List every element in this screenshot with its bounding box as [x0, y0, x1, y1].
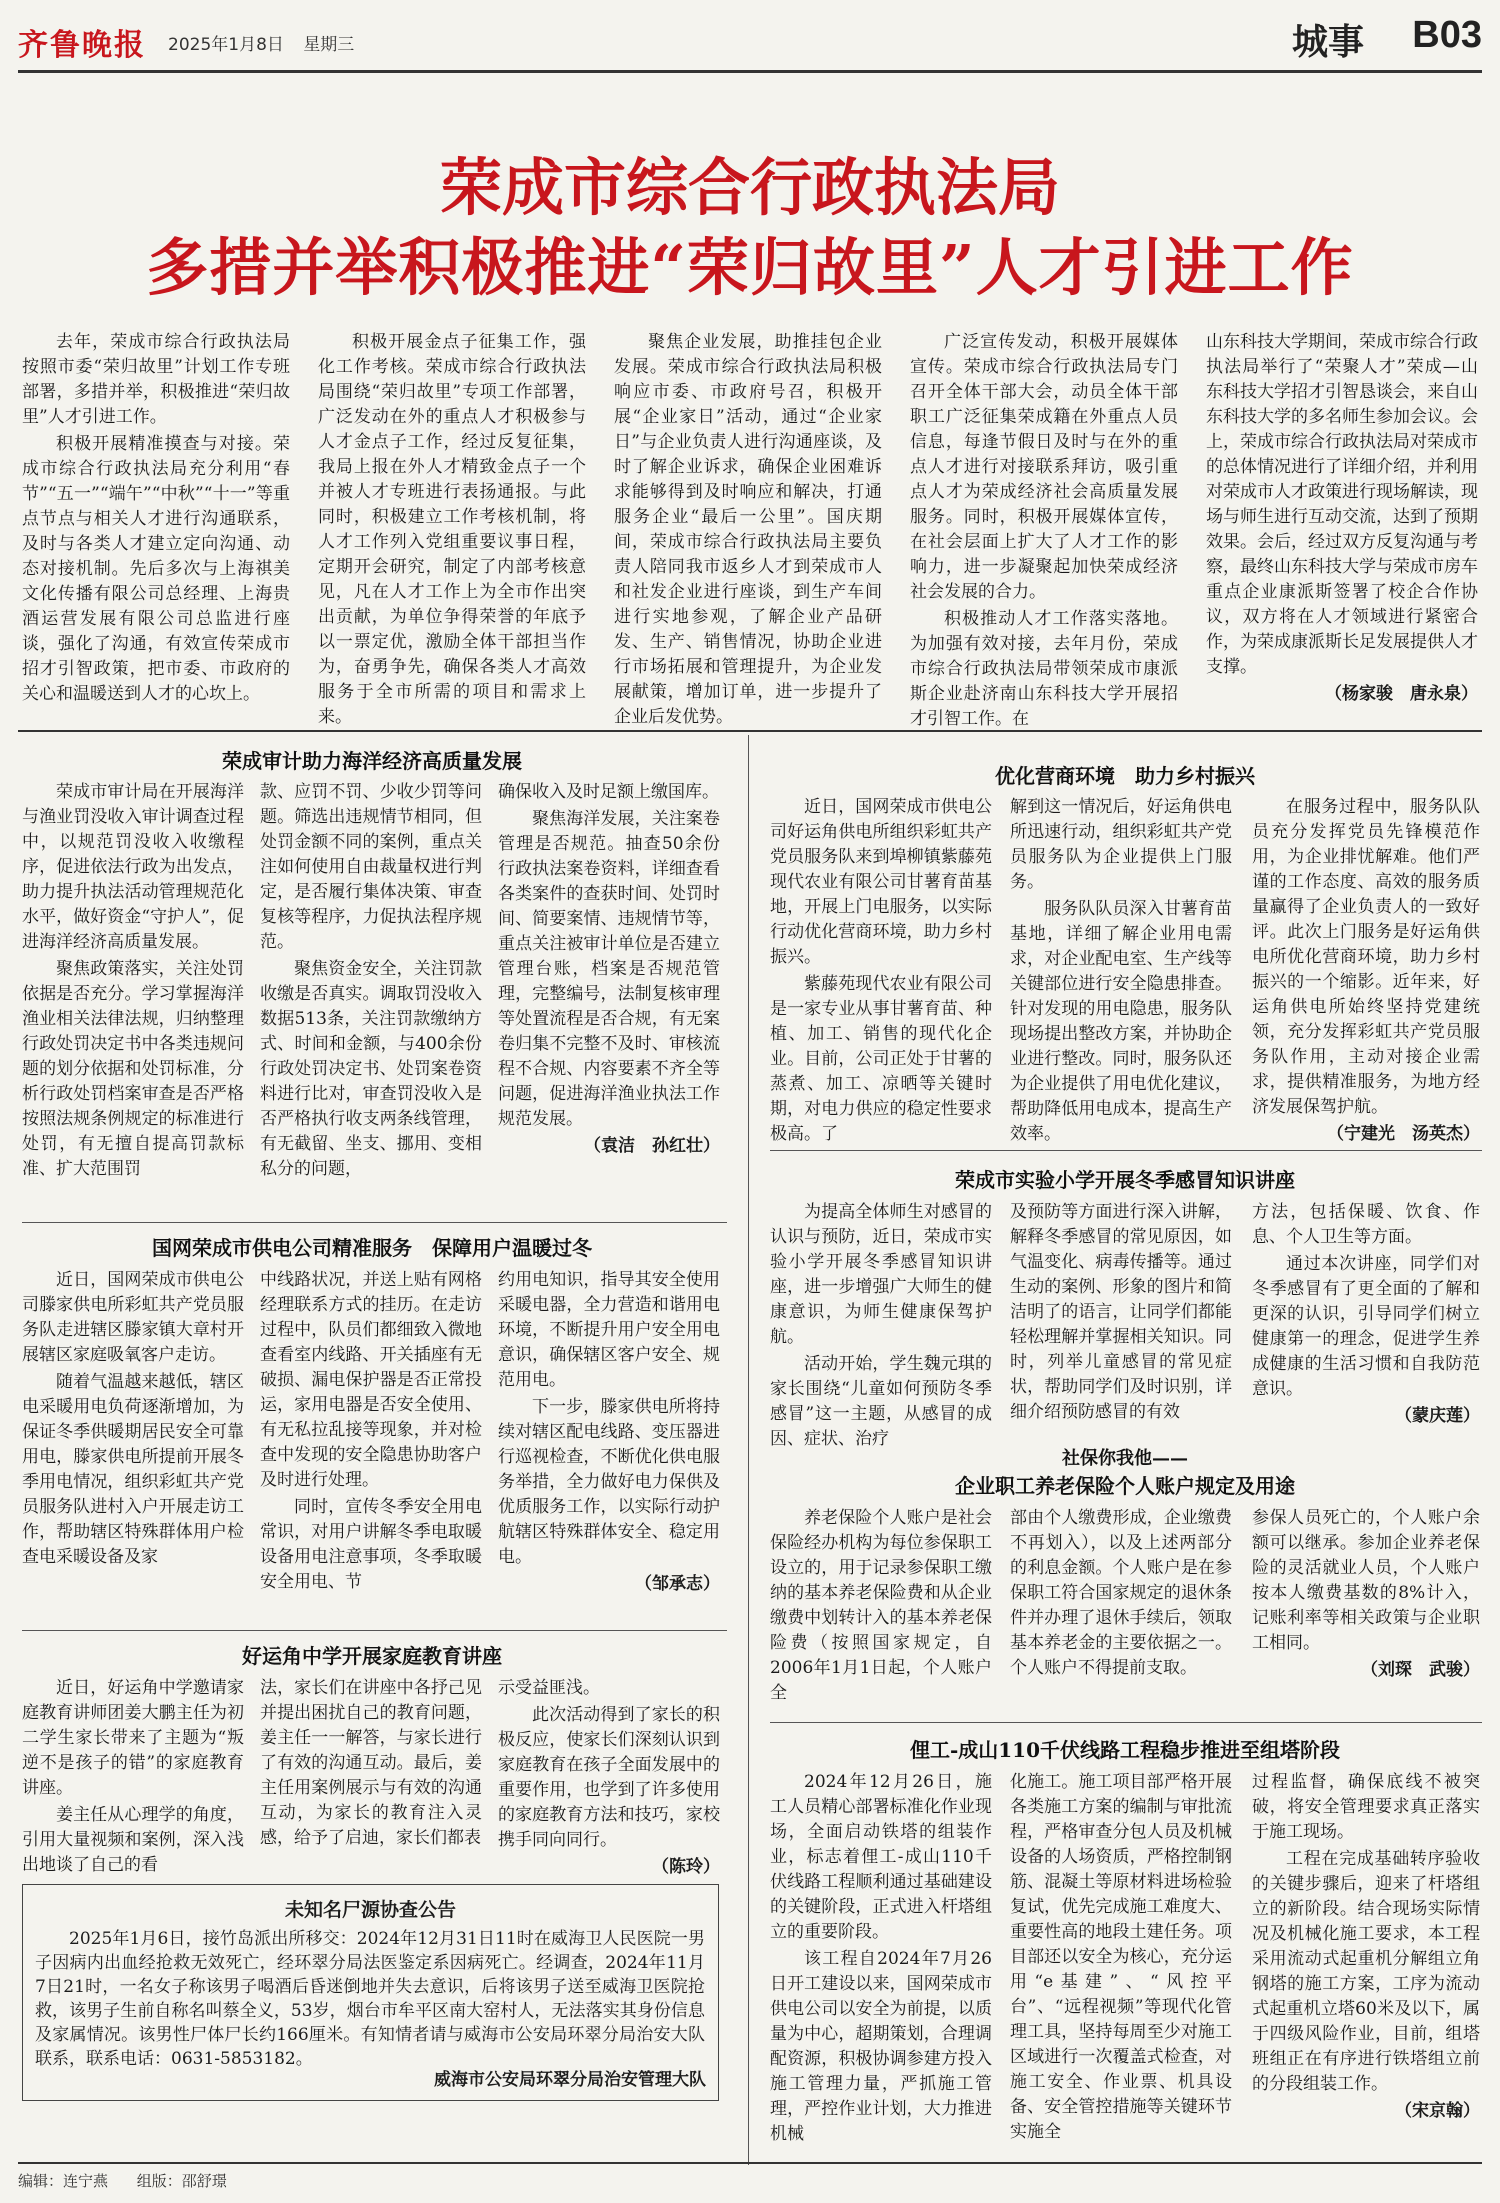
- grid-col-1: [770, 1770, 992, 2149]
- paragraph: 参保人员死亡的，个人账户余额可以继承。参加企业养老保险的灵活就业人员，个人账户按本人缴费基数的8%计入，记账利率等相关政策与企业职工相同。: [1252, 1508, 1480, 1653]
- paragraph: 过程监督，确保底线不被突破，将安全管理要求真正落实于施工现场。: [1252, 1772, 1480, 1842]
- newspaper-logo: 齐鲁晚报: [18, 28, 146, 63]
- paragraph: 紫藤苑现代农业有限公司是一家专业从事甘薯育苗、种植、加工、销售的现代化企业。目前，公司正处于甘薯的蒸煮、加工、凉晒等关键时期，对电力供应的稳定性要求极高。了: [770, 974, 992, 1144]
- byline: （邹承志）: [635, 1574, 720, 1594]
- page-number: B03: [1412, 14, 1482, 56]
- school-title: 好运角中学开展家庭教育讲座: [242, 1644, 502, 1668]
- paragraph: 聚焦政策落实，关注处罚依据是否充分。学习掌握海洋渔业相关法律法规，归纳整理行政处罚决定书中各类违规问题的划分依据和处罚标准，分析行政处罚档案审查是否严格按照法规条例规定的标准进行处罚，有无擅自提高罚款标准、扩大范围罚: [22, 959, 244, 1179]
- grid-col-2: [1010, 1770, 1232, 2147]
- paragraph: 法，家长们在讲座中各抒己见并提出困扰自己的教育问题，姜主任一一解答，与家长进行了有效的沟通互动。最后，姜主任用案例展示与有效的沟通互动，为家长的教育注入灵感，给予了启迪，家长们都表: [260, 1678, 482, 1848]
- paragraph: 方法，包括保暖、饮食、作息、个人卫生等方面。: [1252, 1202, 1480, 1247]
- paragraph: 随着气温越来越低，辖区电采暖用电负荷逐渐增加，为保证冬季供暖期居民安全可靠用电，滕家供电所提前开展冬季用电情况，组织彩虹共产党员服务队进村入户开展走访工作，帮助辖区特殊群体用户检查电采暖设备及家: [22, 1372, 244, 1567]
- paragraph: 近日，国网荣成市供电公司滕家供电所彩虹共产党员服务队走进辖区滕家镇大章村开展辖区家庭吸氧客户走访。: [22, 1270, 244, 1365]
- lead-bottom-rule: [18, 730, 1482, 732]
- byline: （宋京翰）: [1395, 2101, 1480, 2121]
- power-col-2: [260, 1268, 482, 1597]
- notice-box: [22, 1884, 719, 2101]
- paragraph: 聚焦海洋发展，关注案卷管理是否规范。抽查50余份行政执法案卷资料，详细查看各类案件的查获时间、处罚时间、简要案情、违规情节等，重点关注被审计单位是否建立管理台账，档案是否规范管理，完整编号，法制复核审理等处置流程是否合规，有无案卷归集不完整不及时、审核流程不合规、内容要素不齐全等问题，促进海洋渔业执法工作规范发展。: [498, 809, 720, 1129]
- paragraph: 确保收入及时足额上缴国库。: [498, 782, 719, 802]
- paragraph: 聚焦企业发展，助推挂包企业发展。荣成市综合行政执法局积极响应市委、市政府号召，积极开展“企业家日”活动，通过“企业家日”与企业负责人进行沟通座谈，及时了解企业诉求，确保企业困难诉求能够得到及时响应和解决，打通服务企业“最后一公里”。国庆期间，荣成市综合行政执法局主要负责人陪同我市返乡人才到荣成市人和社发企业进行座谈，到生产车间进行实地参观，了解企业产品研发、生产、销售情况，协助企业进行市场拓展和管理提升，为企业发展献策，增加订单，进一步提升了企业后发优势。: [614, 332, 882, 727]
- masthead: [18, 6, 1482, 66]
- paragraph: 示受益匪浅。: [498, 1678, 600, 1698]
- pension-col-3: [1252, 1506, 1480, 1685]
- rural-col-3: [1252, 795, 1480, 1149]
- issue-date: 2025年1月8日: [168, 35, 284, 55]
- paragraph: 下一步，滕家供电所将持续对辖区配电线路、变压器进行巡视检查，不断优化供电服务举措，全力做好电力保供及优质服务工作，以实际行动护航辖区特殊群体安全、稳定用电。: [498, 1397, 720, 1567]
- divider: [22, 1630, 727, 1631]
- power-col-3: [498, 1268, 720, 1599]
- footer-rule: [18, 2162, 1482, 2164]
- paragraph: 款、应罚不罚、少收少罚等问题。筛选出违规情节相同，但处罚金额不同的案例，重点关注如何使用自由裁量权进行判定，是否履行集体决策、审查复核等程序，力促执法程序规范。: [260, 782, 482, 952]
- rural-title: 优化营商环境 助力乡村振兴: [995, 764, 1255, 788]
- paragraph: 活动开始，学生魏元琪的家长围绕“儿童如何预防冬季感冒”这一主题，从感冒的成因、症状、治疗: [770, 1354, 992, 1449]
- paragraph: 姜主任从心理学的角度，引用大量视频和案例，深入浅出地谈了自己的看: [22, 1805, 244, 1875]
- paragraph: 及预防等方面进行深入讲解，解释冬季感冒的常见原因，如气温变化、病毒传播等。通过生动的案例、形象的图片和简洁明了的语言，让同学们都能轻松理解并掌握相关知识。同时，列举儿童感冒的常见症状，帮助同学们及时识别，详细介绍预防感冒的有效: [1010, 1202, 1232, 1422]
- power-title: 国网荣成市供电公司精准服务 保障用户温暖过冬: [152, 1236, 592, 1260]
- grid-col-3: [1252, 1770, 1480, 2126]
- audit-title: 荣成审计助力海洋经济高质量发展: [222, 749, 522, 773]
- paragraph: 中线路状况，并送上贴有网格经理联系方式的挂历。在走访过程中，队员们都细致入微地查看室内线路、开关插座有无破损、漏电保护器是否正常投运，家用电器是否安全使用、有无私拉乱接等现象，并对检查中发现的安全隐患协助客户及时进行处理。: [260, 1270, 482, 1490]
- paragraph: 荣成市审计局在开展海洋与渔业罚没收入审计调查过程中，以规范罚没收入收缴程序，促进依法行政为出发点，助力提升执法活动管理规范化水平，做好资金“守护人”，促进海洋经济高质量发展。: [22, 782, 244, 952]
- audit-col-2: [260, 780, 482, 1184]
- paragraph: 约用电知识，指导其安全使用采暖电器，全力营造和谐用电环境，不断提升用户安全用电意识，确保辖区客户安全、规范用电。: [498, 1270, 720, 1390]
- paragraph: 通过本次讲座，同学们对冬季感冒有了更全面的了解和更深的认识，引导同学们树立健康第一的理念，促进学生养成健康的生活习惯和自我防范意识。: [1252, 1254, 1480, 1399]
- paragraph: 广泛宣传发动，积极开展媒体宣传。荣成市综合行政执法局专门召开全体干部大会，动员全体干部职工广泛征集荣成籍在外重点人员信息，每逢节假日及时与在外的重点人才进行对接联系拜访，吸引重点人才为荣成经济社会高质量发展服务。同时，积极开展媒体宣传，在社会层面上扩大了人才工作的影响力，进一步凝聚起加快荣成经济社会发展的合力。: [910, 332, 1178, 602]
- byline: （杨家骏 唐永泉）: [1325, 684, 1478, 704]
- paragraph: 积极开展精准摸查与对接。荣成市综合行政执法局充分利用“春节”“五一”“端午”“中秋”“十一”等重点节点与相关人才进行沟通联系，及时与各类人才建立定向沟通、动态对接机制。先后多次与上海祺美文化传播有限公司总经理、上海贵酒运营发展有限公司总监进行座谈，强化了沟通，有效宣传荣成市招才引智政策，把市委、市政府的关心和温暖送到人才的心坎上。: [22, 434, 290, 704]
- rural-col-1: [770, 795, 992, 1149]
- paragraph: 积极开展金点子征集工作，强化工作考核。荣成市综合行政执法局围绕“荣归故里”专项工作部署，广泛发动在外的重点人才积极参与人才金点子工作，经过反复征集，我局上报在外人才精致金点子一个并被人才专班进行表扬通报。与此同时，积极建立工作考核机制，将人才工作列入党组重要议事日程，定期开会研究，制定了内部考核意见，凡在人才工作上为全市作出突出贡献，为单位争得荣誉的年底予以一票定优，激励全体干部担当作为，奋勇争先，确保各类人才高效服务于全市所需的项目和需求上来。: [318, 332, 586, 727]
- pension-col-2: [1010, 1506, 1232, 1683]
- paragraph: 该工程自2024年7月26日开工建设以来，国网荣成市供电公司以安全为前提，以质量为中心，超期策划，合理调配资源，积极协调参建方投入施工管理力量，严抓施工管理，严控作业计划，大力推进机械: [770, 1949, 992, 2144]
- rural-col-2: [1010, 795, 1232, 1149]
- paragraph: 聚焦资金安全，关注罚款收缴是否真实。调取罚没收入数据513条，关注罚款缴纳方式、时间和金额，与400余份行政处罚决定书、处罚案卷资料进行比对，审查罚没收入是否严格执行收支两条线管理，有无截留、坐支、挪用、变相私分的问题，: [260, 959, 482, 1179]
- paragraph: 近日，好运角中学邀请家庭教育讲师团姜大鹏主任为初二学生家长带来了主题为“叛逆不是孩子的错”的家庭教育讲座。: [22, 1678, 244, 1798]
- footer: [18, 2170, 251, 2191]
- school-col-1: [22, 1676, 244, 1880]
- grid-title: 俚工-成山110千伏线路工程稳步推进至组塔阶段: [909, 1738, 1341, 1762]
- paragraph: 近日，国网荣成市供电公司好运角供电所组织彩虹共产党员服务队来到埠柳镇紫藤苑现代农业有限公司甘薯育苗基地，开展上门电服务，以实际行动优化营商环境，助力乡村振兴。: [770, 797, 992, 967]
- paragraph: 化施工。施工项目部严格开展各类施工方案的编制与审批流程，严格审查分包人员及机械设备的人场资质，严格控制钢筋、混凝土等原材料进场检验复试，优先完成施工难度大、重要性高的地段土建任务。项目部还以安全为核心，充分运用“e基建”、“风控平台”、“远程视频”等现代化管理工具，坚持每周至少对施工区域进行一次覆盖式检查，对施工安全、作业票、机具设备、安全管控措施等关键环节实施全: [1010, 1772, 1232, 2142]
- school-col-2: [260, 1676, 482, 1853]
- audit-col-3: [498, 780, 720, 1161]
- center-divider: [748, 735, 749, 2165]
- divider: [770, 1150, 1482, 1151]
- editor-credit: 编辑：连宁燕: [18, 2172, 109, 2190]
- byline: （蒙庆莲）: [1395, 1406, 1480, 1426]
- byline: （陈玲）: [652, 1857, 720, 1877]
- lead-col-4: [910, 330, 1178, 734]
- paragraph: 部由个人缴费形成，企业缴费不再划入），以及上述两部分的利息金额。个人账户是在参保职工符合国家规定的退休条件并办理了退休手续后，领取基本养老金的主要依据之一。个人账户不得提前支取。: [1010, 1508, 1232, 1678]
- divider: [770, 1722, 1482, 1723]
- byline: （刘琛 武骏）: [1361, 1660, 1480, 1680]
- paragraph: 2024年12月26日，施工人员精心部署标准化作业现场，全面启动铁塔的组装作业，标志着俚工-成山110千伏线路工程顺利通过基础建设的关键阶段，正式进入杆塔组立的重要阶段。: [770, 1772, 992, 1942]
- issue-weekday: 星期三: [303, 35, 355, 55]
- date-bar: [168, 30, 368, 55]
- power-col-1: [22, 1268, 244, 1572]
- pension-kicker: 社保你我他——: [1062, 1448, 1188, 1469]
- paragraph: 为提高全体师生对感冒的认识与预防，近日，荣成市实验小学开展冬季感冒知识讲座，进一步增强广大师生的健康意识，为师生健康保驾护航。: [770, 1202, 992, 1347]
- paragraph: 去年，荣成市综合行政执法局按照市委“荣归故里”计划工作专班部署，多措并举，积极推进“荣归故里”人才引进工作。: [22, 332, 290, 427]
- lead-title-line2: 多措并举积极推进“荣归故里”人才引进工作: [146, 231, 1354, 304]
- paragraph: 山东科技大学期间，荣成市综合行政执法局举行了“荣聚人才”荣成—山东科技大学招才引智恳谈会，来自山东科技大学的多名师生参加会议。会上，荣成市综合行政执法局对荣成市的总体情况进行了详细介绍，并利用对荣成市人才政策进行现场解读，现场与师生进行互动交流，达到了预期效果。会后，经过双方反复沟通与考察，最终山东科技大学与荣成市房车重点企业康派斯签署了校企合作协议，双方将在人才领域进行紧密合作，为荣成康派斯长足发展提供人才支撑。: [1206, 332, 1478, 677]
- lead-title-line1: 荣成市综合行政执法局: [439, 151, 1060, 224]
- pension-col-1: [770, 1506, 992, 1708]
- byline: （宁建光 汤英杰）: [1327, 1124, 1480, 1144]
- lead-col-5: [1206, 330, 1478, 709]
- paragraph: 此次活动得到了家长的积极反应，使家长们深刻认识到家庭教育在孩子全面发展中的重要作用，也学到了许多使用的家庭教育方法和技巧，家校携手同向同行。: [498, 1705, 720, 1850]
- flu-title: 荣成市实验小学开展冬季感冒知识讲座: [955, 1168, 1295, 1192]
- section-name: 城事: [1291, 21, 1364, 63]
- flu-col-1: [770, 1200, 992, 1454]
- school-col-3: [498, 1676, 720, 1882]
- notice-signature: 威海市公安局环翠分局治安管理大队: [434, 2070, 706, 2090]
- audit-col-1: [22, 780, 244, 1184]
- header-rule: [18, 70, 1482, 73]
- flu-col-3: [1252, 1200, 1480, 1431]
- lead-col-2: [318, 330, 586, 732]
- paragraph: 2025年1月6日，接竹岛派出所移交：2024年12月31日11时在威海卫人民医院一男子因病内出血经抢救无效死亡，经环翠分局法医鉴定系因病死亡。经调查，2024年11月7日21时，一名女子称该男子喝酒后昏迷倒地并失去意识，后将该男子送至威海卫医院抢救，该男子生前自称名叫蔡全义，53岁，烟台市牟平区南大窑村人，无法落实其身份信息及家属情况。该男性尸体尸长约166厘米。有知情者请与威海市公安局环翠分局治安大队联系，联系电话：0631-5853182。: [35, 1929, 705, 2069]
- paragraph: 同时，宣传冬季安全用电常识，对用户讲解冬季电取暖设备用电注意事项，冬季取暖安全用电、节: [260, 1497, 482, 1592]
- flu-col-2: [1010, 1200, 1232, 1427]
- lead-col-1: [22, 330, 290, 709]
- paragraph: 服务队队员深入甘薯育苗基地，详细了解企业用电需求，对企业配电室、生产线等关键部位进行安全隐患排查。针对发现的用电隐患，服务队现场提出整改方案，并协助企业进行整改。同时，服务队还为企业提供了用电优化建议，帮助降低用电成本，提高生产效率。: [1010, 899, 1232, 1144]
- lead-col-3: [614, 330, 882, 732]
- notice-title: 未知名尸源协查公告: [284, 1899, 456, 1921]
- paragraph: 解到这一情况后，好运角供电所迅速行动，组织彩虹共产党员服务队为企业提供上门服务。: [1010, 797, 1232, 892]
- paragraph: 工程在完成基础转序验收的关键步骤后，迎来了杆塔组立的新阶段。结合现场实际情况及机械化施工要求，本工程采用流动式起重机分解组立角钢塔的施工方案，工序为流动式起重机立塔60米及以下，属于四级风险作业，目前，组塔班组正在有序进行铁塔组立前的分段组装工作。: [1252, 1849, 1480, 2094]
- divider: [22, 1222, 727, 1223]
- designer-credit: 组版：邵舒璟: [136, 2172, 227, 2190]
- pension-title: 企业职工养老保险个人账户规定及用途: [955, 1474, 1295, 1498]
- byline: （袁洁 孙红壮）: [584, 1136, 720, 1156]
- notice-body: [35, 1927, 705, 2071]
- paragraph: 积极推动人才工作落实落地。为加强有效对接，去年月份，荣成市综合行政执法局带领荣成市康派斯企业赴济南山东科技大学开展招才引智工作。在: [910, 609, 1178, 729]
- paragraph: 在服务过程中，服务队队员充分发挥党员先锋模范作用，为企业排忧解难。他们严谨的工作态度、高效的服务质量赢得了企业负责人的一致好评。此次上门服务是好运角供电所优化营商环境，助力乡村振兴的一个缩影。近年来，好运角供电所始终坚持党建统领，充分发挥彩虹共产党员服务队作用，主动对接企业需求，提供精准服务，为地方经济发展保驾护航。: [1252, 797, 1480, 1117]
- paragraph: 养老保险个人账户是社会保险经办机构为每位参保职工设立的，用于记录参保职工缴纳的基本养老保险费和从企业缴费中划转计入的基本养老保险费（按照国家规定，自2006年1月1日起，个人账户全: [770, 1508, 992, 1703]
